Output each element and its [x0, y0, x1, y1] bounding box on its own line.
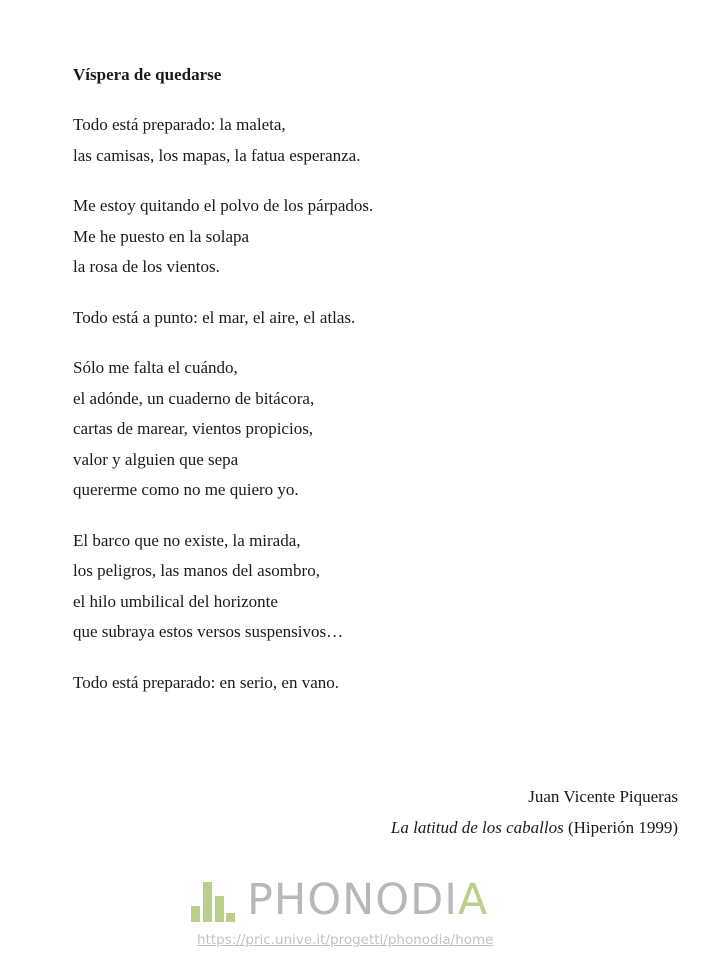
verse-line: la rosa de los vientos. — [73, 257, 220, 276]
verse-line: El barco que no existe, la mirada, — [73, 530, 301, 550]
publisher-year: (Hiperión 1999) — [563, 818, 678, 837]
verse-line: Me he puesto en la solapa — [73, 226, 250, 246]
logo-wordmark — [247, 875, 489, 925]
poem — [73, 60, 673, 718]
bar-chart-icon — [191, 882, 235, 922]
phonodia-logo — [191, 875, 489, 925]
verse-line: los peligros, las manos del asombro, — [73, 561, 320, 580]
book-citation — [391, 812, 678, 843]
verse-line: las camisas, los mapas, la fatua esperanza. — [73, 145, 361, 165]
book-title: La latitud de los caballos — [390, 818, 564, 837]
verse-line: Todo está preparado: en serio, en vano. — [73, 672, 339, 692]
verse-line: Todo está a punto: el mar, el aire, el atlas. — [73, 307, 356, 327]
logo-text-main: PHONODI — [247, 875, 458, 925]
verse-line: valor y alguien que sepa — [73, 449, 239, 469]
attribution — [391, 781, 678, 843]
stanza — [73, 353, 673, 506]
verse-line: el adónde, un cuaderno de bitácora, — [73, 388, 315, 408]
verse-line: quererme como no me quiero yo. — [73, 480, 299, 499]
verse-line: Me estoy quitando el polvo de los párpados. — [73, 196, 374, 215]
logo-text-accent: A — [457, 875, 489, 925]
phonodia-link[interactable]: https://pric.unive.it/progetti/phonodia/home — [197, 932, 494, 948]
stanza — [73, 191, 673, 283]
stanza — [73, 110, 673, 171]
poem-body — [73, 110, 673, 698]
verse-line: Sólo me falta el cuándo, — [73, 358, 238, 377]
stanza — [73, 303, 673, 334]
verse-line: Todo está preparado: la maleta, — [73, 115, 286, 134]
verse-line: que subraya estos versos suspensivos… — [73, 622, 344, 641]
verse-line: el hilo umbilical del horizonte — [73, 591, 278, 611]
poem-title: Víspera de quedarse — [73, 65, 222, 84]
verse-line: cartas de marear, vientos propicios, — [73, 419, 314, 438]
stanza — [73, 526, 673, 648]
author-name: Juan Vicente Piqueras — [528, 787, 678, 806]
stanza — [73, 668, 673, 699]
